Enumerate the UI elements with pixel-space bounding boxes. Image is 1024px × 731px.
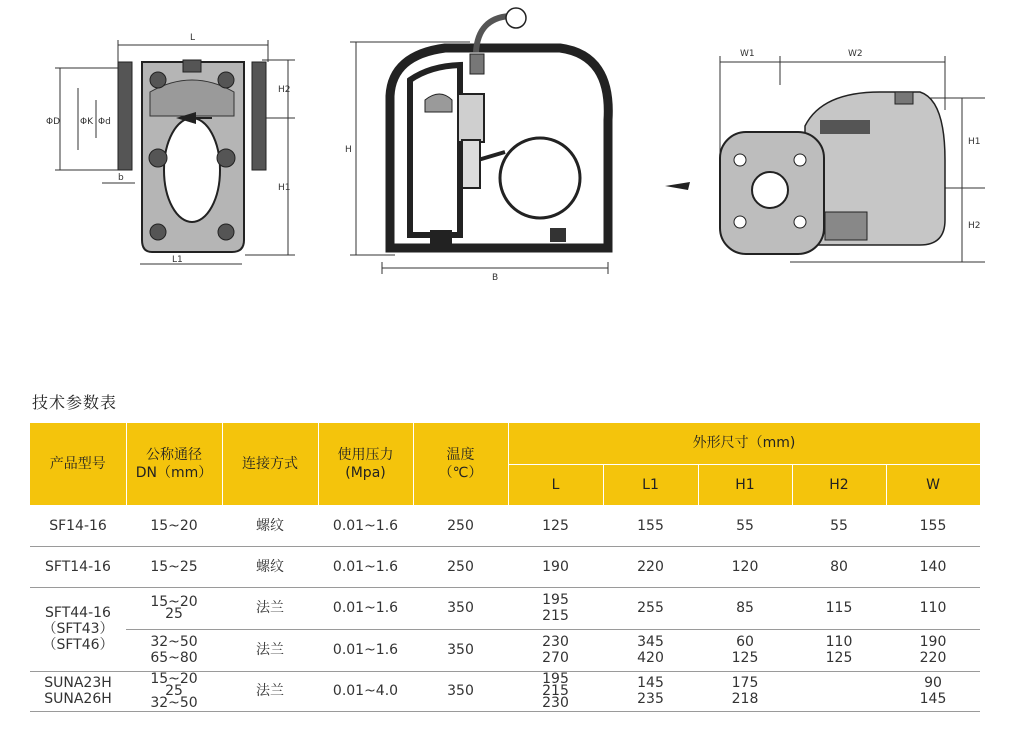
cell-L: 195 215: [508, 587, 603, 629]
header-dims: 外形尺寸（mm): [508, 423, 980, 464]
cell-pressure: 0.01~1.6: [318, 629, 413, 671]
dim-label-H: H: [345, 145, 352, 155]
cell-pressure: 0.01~1.6: [318, 587, 413, 629]
cell-H1: 175 218: [698, 671, 792, 711]
cell-model: SF14-16: [30, 505, 126, 546]
cell-W: 155: [886, 505, 980, 546]
cell-L: 195 215 230: [508, 671, 603, 711]
cell-H2: 115: [792, 587, 886, 629]
header-L: L: [508, 464, 603, 505]
header-dn: 公称通径 DN（mm）: [126, 423, 222, 505]
cell-L1: 145 235: [603, 671, 698, 711]
cell-L: 190: [508, 546, 603, 587]
cell-dn: 15~20 25 32~50: [126, 671, 222, 711]
cell-L: 125: [508, 505, 603, 546]
cell-connection: 法兰: [222, 629, 318, 671]
cell-L1: 255: [603, 587, 698, 629]
table-row: [30, 671, 980, 711]
dim-label-L1: L1: [172, 255, 183, 265]
cell-dn: 15~20 25: [126, 587, 222, 629]
cell-model: SUNA23H SUNA26H: [30, 671, 126, 711]
table-row: [30, 587, 980, 629]
dim-label-d: Φd: [98, 117, 111, 127]
cell-H1: 85: [698, 587, 792, 629]
cell-connection: 法兰: [222, 671, 318, 711]
spec-table: [30, 423, 981, 712]
header-temp: 温度 （℃）: [413, 423, 508, 505]
header-H1: H1: [698, 464, 792, 505]
dim-label-K: ΦK: [80, 117, 93, 127]
dim-label-H1: H1: [968, 137, 981, 147]
cell-H1: 60 125: [698, 629, 792, 671]
header-connection: 连接方式: [222, 423, 318, 505]
dim-label-W1: W1: [740, 49, 755, 59]
cell-H2: [792, 671, 886, 711]
cell-temp: 350: [413, 587, 508, 629]
section-title: 技术参数表: [32, 393, 118, 412]
header-L1: L1: [603, 464, 698, 505]
dim-label-H2: H2: [278, 85, 291, 95]
cell-connection: 螺纹: [222, 546, 318, 587]
header-W: W: [886, 464, 980, 505]
dim-label-b: b: [118, 173, 124, 183]
header-H2: H2: [792, 464, 886, 505]
cell-L1: 220: [603, 546, 698, 587]
dim-label-D: ΦD: [46, 117, 61, 127]
cell-L1: 345 420: [603, 629, 698, 671]
cell-model: SFT14-16: [30, 546, 126, 587]
cell-H2: 55: [792, 505, 886, 546]
cell-L1: 155: [603, 505, 698, 546]
cell-dn: 15~25: [126, 546, 222, 587]
technical-drawings: [0, 0, 1024, 300]
dim-label-H2: H2: [968, 221, 981, 231]
cell-dn: 15~20: [126, 505, 222, 546]
dim-label-W2: W2: [848, 49, 863, 59]
cell-W: 110: [886, 587, 980, 629]
end-view-drawing: [0, 0, 1024, 290]
cell-temp: 350: [413, 671, 508, 711]
table-row: [30, 505, 980, 546]
cell-temp: 350: [413, 629, 508, 671]
cell-H1: 120: [698, 546, 792, 587]
cell-L: 230 270: [508, 629, 603, 671]
cell-temp: 250: [413, 546, 508, 587]
cell-H1: 55: [698, 505, 792, 546]
header-pressure: 使用压力 (Mpa): [318, 423, 413, 505]
cell-pressure: 0.01~1.6: [318, 505, 413, 546]
cell-connection: 法兰: [222, 587, 318, 629]
cell-model: SFT44-16 （SFT43） （SFT46）: [30, 587, 126, 671]
header-model: 产品型号: [30, 423, 126, 505]
cell-H2: 110 125: [792, 629, 886, 671]
cell-H2: 80: [792, 546, 886, 587]
cell-W: 90 145: [886, 671, 980, 711]
table-row: [30, 629, 980, 671]
cell-W: 190 220: [886, 629, 980, 671]
cell-pressure: 0.01~1.6: [318, 546, 413, 587]
cell-W: 140: [886, 546, 980, 587]
cell-temp: 250: [413, 505, 508, 546]
cell-pressure: 0.01~4.0: [318, 671, 413, 711]
table-row: [30, 546, 980, 587]
dim-label-L: L: [190, 33, 196, 43]
dim-label-B: B: [492, 273, 499, 283]
cell-dn: 32~50 65~80: [126, 629, 222, 671]
dim-label-H1: H1: [278, 183, 291, 193]
cell-connection: 螺纹: [222, 505, 318, 546]
